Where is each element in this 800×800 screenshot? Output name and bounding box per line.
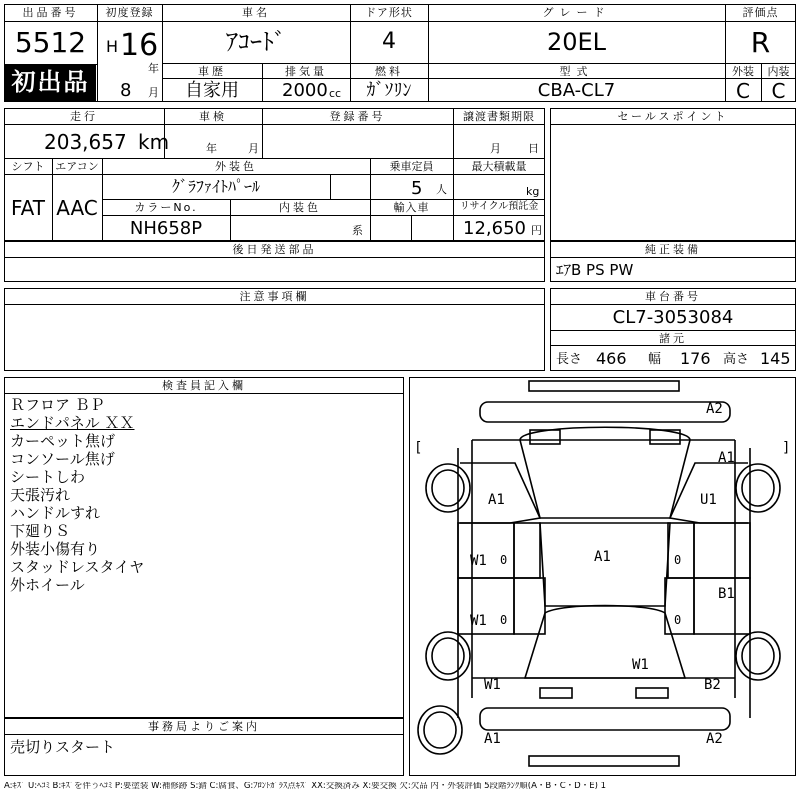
inspector-note: カーペット焦げ [10,432,116,450]
max-load-header: 最大積載量 [471,160,527,173]
displacement: 2000 [282,80,328,101]
inspector-note: Ｒフロア ＢＰ [10,396,105,414]
registration-month: 8 [120,80,132,101]
zero-mark-right-rear: 0 [674,613,682,627]
tail-lamp-right [636,688,668,698]
genuine-equipment-header: 純正装備 [645,243,701,256]
damage-label-roof: A1 [594,549,611,565]
rear-glass [525,606,685,679]
rear-bumper [480,708,730,730]
recycle-deposit-header: リサイクル預託金 [459,201,539,212]
color-number: NH658P [129,218,203,239]
grade-header: グレード [542,6,611,19]
damage-legend: A:ｷｽﾞ U:ﾍｺﾐ B:ｷｽﾞを伴うﾍｺﾐ P:要塗装 W:補修跡 S:錆 C:腐食、G:ﾌﾛﾝﾄｶﾞﾗｽ点ｷｽﾞ XX:交換済み X:要交換 欠:欠品 内・外装評価 5段階ﾗﾝｸ順(A・B・C・D・E) 1 [4,782,607,791]
displacement-unit: cc [329,87,342,100]
width-value: 176 [680,349,711,368]
inspector-notes-list [10,396,400,594]
shift: FAT [10,196,45,220]
registration-year: 16 [120,28,159,63]
inspector-note: 外装小傷有り [10,540,101,558]
first-registration-header: 初度登録 [105,6,154,19]
import-header: 輸入車 [393,201,430,214]
shift-header: シフト [11,160,45,173]
fuel-header: 燃料 [375,65,403,78]
damage-label-rear-bumper-left: A1 [484,731,501,747]
lot-number-header: 出品番号 [22,6,79,19]
interior-grade: C [771,79,786,103]
registration-month-unit: 月 [148,86,159,99]
damage-label-front-right-bumper: A2 [706,401,723,417]
registration-number-header: 登録番号 [329,110,386,123]
windshield [520,427,690,518]
mileage: 203,657 [44,130,127,154]
overall-score: R [750,26,771,59]
later-parts-header: 後日発送部品 [232,243,317,256]
front-bumper [480,402,730,422]
sales-point-box [550,108,796,241]
damage-label-rear-glass: W1 [632,657,649,673]
exterior-grade-header: 外装 [732,65,754,78]
capacity-unit: 人 [436,183,447,196]
length-label: 長さ [556,352,583,367]
grade: 20EL [546,28,607,56]
door-type-header: ドア形状 [365,6,413,19]
door-right-front-window [668,523,694,578]
first-listing-badge-text: 初出品 [11,68,90,96]
damage-label-front-left: A1 [488,492,505,508]
door-right-front [694,523,750,578]
damage-label-door-right-rear: B1 [718,586,735,602]
inspector-note: 下廻りＳ [10,522,71,540]
model-code-header: 型式 [559,65,594,78]
interior-color-header: 内装色 [279,201,321,214]
displacement-header: 排気量 [285,65,327,78]
inspection-header: 車検 [199,110,227,123]
registration-year-unit: 年 [148,62,159,75]
inspector-note: 外ホイール [10,576,85,594]
mileage-header: 走行 [70,110,98,123]
door-left-front [458,523,514,578]
chassis-number-header: 車台番号 [645,290,701,303]
damage-label-rear-quarter-right: B2 [704,677,721,693]
length-value: 466 [596,349,627,368]
width-label: 幅 [648,352,662,367]
capacity-header: 乗車定員 [389,160,434,173]
office-notice-header: 事務局よりご案内 [148,720,260,733]
office-notice: 売切りスタート [10,738,116,756]
history: 自家用 [185,80,239,101]
exterior-grade: C [736,79,750,103]
tail-lamp-left [540,688,572,698]
transfer-day-unit: 日 [528,142,539,155]
zero-mark-left-front: 0 [500,553,508,567]
color-number-header: カラーNo. [134,201,198,214]
aircon: AAC [56,196,98,220]
fuel: ｶﾞｿﾘﾝ [366,80,412,101]
registration-era: H [106,37,119,56]
inspector-notes-header: 検査員記入欄 [162,379,246,392]
model-code: CBA-CL7 [537,80,616,101]
specs-header: 諸元 [659,332,687,345]
car-name: ｱｺｰﾄﾞ [226,28,286,56]
height-label: 高さ [723,352,750,367]
bracket-left-icon: [ [414,440,423,456]
recycle-deposit: 12,650 [463,218,526,239]
max-load-unit: kg [526,185,540,198]
genuine-equipment: ｴｱB PS PW [556,261,634,279]
damage-diagram [409,377,796,776]
bracket-right-icon: ] [782,440,791,456]
aircon-header: エアコン [55,160,99,173]
transfer-docs-deadline-header: 譲渡書類期限 [463,110,535,123]
capacity: 5 [411,178,423,199]
inspector-note: 天張汚れ [10,486,71,504]
inspection-year-unit: 年 [206,142,217,155]
chassis-number: CL7-3053084 [612,307,734,328]
transfer-month-unit: 月 [490,142,501,155]
inspector-note: ハンドルすれ [10,504,101,522]
car-outline-drawing [410,378,797,777]
inspector-note: コンソール焦げ [10,450,115,468]
body-inner-sides [472,440,735,698]
damage-label-door-right-front: U1 [700,492,717,508]
damage-label-rear-left: W1 [484,677,501,693]
interior-color-unit: 系 [352,224,363,237]
notes-header: 注意事項欄 [239,290,310,303]
damage-label-front-fender-right: A1 [718,450,735,466]
mileage-unit: km [138,130,170,154]
car-name-header: 車名 [242,6,270,19]
damage-label-window-left-front: W1 [470,553,487,569]
damage-label-window-left-rear: W1 [470,613,487,629]
zero-mark-right-front: 0 [674,553,682,567]
history-header: 車歴 [198,65,226,78]
inspection-month-unit: 月 [248,142,259,155]
door-left-front-window [514,523,540,578]
score-header: 評価点 [742,6,779,19]
sales-point-header: セールスポイント [617,110,729,123]
exterior-color: ｸﾞﾗﾌｧｲﾄﾊﾟｰﾙ [171,177,260,196]
inspector-note: エンドパネル ＸＸ [10,414,135,432]
recycle-deposit-unit: 円 [531,224,542,237]
inspector-note: スタッドレスタイヤ [10,558,145,576]
height-value: 145 [760,349,791,368]
exterior-color-header: 外装色 [215,160,257,173]
rear-strip [529,756,679,766]
inspector-note: シートしわ [10,468,86,486]
front-roof-strip [529,381,679,391]
door-type: 4 [382,29,396,54]
lot-number: 5512 [14,26,87,59]
damage-label-rear-bumper-right: A2 [706,731,723,747]
zero-mark-left-rear: 0 [500,613,508,627]
interior-grade-header: 内装 [767,65,790,78]
